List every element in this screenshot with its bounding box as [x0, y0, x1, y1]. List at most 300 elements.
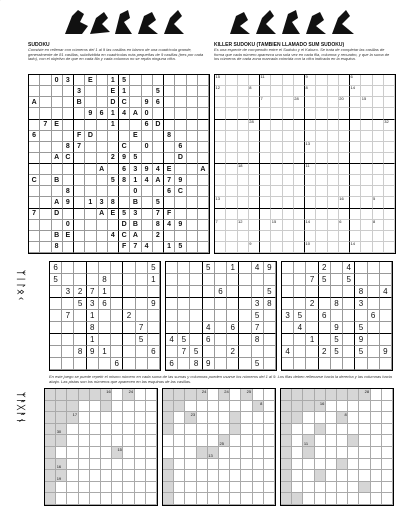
- sudoku-cell[interactable]: [85, 231, 96, 242]
- sudoku-cell[interactable]: [187, 120, 198, 131]
- killer-cell[interactable]: [350, 186, 361, 197]
- sudoku9-cell[interactable]: 6: [50, 262, 62, 274]
- kakuro-cell[interactable]: [303, 424, 314, 436]
- sudoku9-cell[interactable]: [74, 358, 86, 370]
- sudoku9-cell[interactable]: [294, 286, 306, 298]
- killer-cell[interactable]: [361, 242, 372, 253]
- killer-cell[interactable]: [283, 131, 294, 142]
- sudoku9-cell[interactable]: [178, 322, 190, 334]
- sudoku9-cell[interactable]: [380, 334, 392, 346]
- killer-cell[interactable]: [384, 142, 395, 153]
- sudoku9-cell[interactable]: 6: [215, 286, 227, 298]
- sudoku-cell[interactable]: 3: [130, 209, 141, 220]
- killer-cell[interactable]: [238, 220, 249, 231]
- kakuro-cell[interactable]: [371, 401, 382, 413]
- sudoku-cell[interactable]: [52, 97, 63, 108]
- kakuro-cell[interactable]: [303, 493, 314, 505]
- killer-cell[interactable]: [373, 75, 384, 86]
- kakuro-cell[interactable]: [135, 401, 146, 413]
- sudoku-cell[interactable]: A: [130, 231, 141, 242]
- sudoku-cell[interactable]: E: [52, 120, 63, 131]
- sudoku9-cell[interactable]: [123, 298, 135, 310]
- killer-cell[interactable]: [271, 175, 282, 186]
- sudoku-cell[interactable]: 8: [108, 197, 119, 208]
- sudoku9-cell[interactable]: [123, 334, 135, 346]
- sudoku9-cell[interactable]: [368, 322, 380, 334]
- sudoku-cell[interactable]: F: [74, 131, 85, 142]
- kakuro-cell[interactable]: [371, 424, 382, 436]
- sudoku-cell[interactable]: 9: [142, 97, 153, 108]
- sudoku9-cell[interactable]: [306, 322, 318, 334]
- sudoku-cell[interactable]: [29, 153, 40, 164]
- sudoku9-cell[interactable]: 9: [148, 298, 160, 310]
- kakuro-cell[interactable]: [264, 401, 275, 413]
- killer-cell[interactable]: [283, 242, 294, 253]
- kakuro-cell[interactable]: [146, 435, 157, 447]
- kakuro-cell[interactable]: [230, 447, 241, 459]
- kakuro-cell[interactable]: [79, 435, 90, 447]
- killer-cell[interactable]: [260, 131, 271, 142]
- killer-cell[interactable]: [328, 131, 339, 142]
- sudoku9-cell[interactable]: 2: [74, 286, 86, 298]
- sudoku9-cell[interactable]: 5: [252, 358, 264, 370]
- sudoku9-cell[interactable]: [239, 298, 251, 310]
- sudoku-cell[interactable]: [198, 220, 209, 231]
- sudoku9-cell[interactable]: [50, 334, 62, 346]
- kakuro-cell[interactable]: [90, 447, 101, 459]
- kakuro-cell[interactable]: [241, 482, 252, 494]
- kakuro-cell[interactable]: [382, 424, 393, 436]
- kakuro-cell[interactable]: [253, 389, 264, 401]
- killer-cell[interactable]: [260, 231, 271, 242]
- kakuro-cell[interactable]: [135, 482, 146, 494]
- sudoku9-cell[interactable]: 4: [294, 322, 306, 334]
- kakuro-cell[interactable]: [123, 401, 134, 413]
- sudoku-cell[interactable]: [74, 164, 85, 175]
- killer-cell[interactable]: [271, 86, 282, 97]
- kakuro-cell[interactable]: [197, 401, 208, 413]
- sudoku9-cell[interactable]: [190, 274, 202, 286]
- kakuro-cell[interactable]: [208, 459, 219, 471]
- sudoku-cell[interactable]: [63, 175, 74, 186]
- kakuro-cell[interactable]: [112, 412, 123, 424]
- sudoku9-cell[interactable]: [380, 310, 392, 322]
- sudoku9-cell[interactable]: 5: [136, 334, 148, 346]
- sudoku-cell[interactable]: [164, 75, 175, 86]
- kakuro-cell[interactable]: [241, 424, 252, 436]
- sudoku9-cell[interactable]: 5: [190, 346, 202, 358]
- sudoku9-cell[interactable]: [74, 334, 86, 346]
- sudoku-cell[interactable]: [63, 164, 74, 175]
- sudoku-cell[interactable]: [29, 75, 40, 86]
- sudoku9-cell[interactable]: [178, 262, 190, 274]
- sudoku-cell[interactable]: [97, 175, 108, 186]
- sudoku9-cell[interactable]: 6: [368, 310, 380, 322]
- sudoku-cell[interactable]: [187, 86, 198, 97]
- sudoku9-cell[interactable]: [215, 358, 227, 370]
- kakuro-cell[interactable]: [56, 447, 67, 459]
- sudoku-cell[interactable]: 9: [119, 153, 130, 164]
- killer-cell[interactable]: [294, 209, 305, 220]
- kakuro-cell[interactable]: [79, 447, 90, 459]
- sudoku9-cell[interactable]: [203, 310, 215, 322]
- sudoku9-cell[interactable]: 5: [355, 346, 367, 358]
- kakuro-cell[interactable]: [197, 389, 208, 401]
- sudoku-cell[interactable]: [85, 209, 96, 220]
- killer-cell[interactable]: [350, 242, 361, 253]
- sudoku9-cell[interactable]: [111, 346, 123, 358]
- sudoku-cell[interactable]: [29, 142, 40, 153]
- killer-cell[interactable]: [283, 120, 294, 131]
- killer-cell[interactable]: [260, 153, 271, 164]
- killer-cell[interactable]: [339, 209, 350, 220]
- kakuro-cell[interactable]: [56, 424, 67, 436]
- kakuro-grid-3[interactable]: [280, 388, 394, 506]
- killer-cell[interactable]: [294, 108, 305, 119]
- killer-cell[interactable]: [249, 164, 260, 175]
- killer-cell[interactable]: [339, 153, 350, 164]
- sudoku9-cell[interactable]: 5: [319, 274, 331, 286]
- kakuro-cell[interactable]: [337, 435, 348, 447]
- sudoku-cell[interactable]: [108, 131, 119, 142]
- sudoku-cell[interactable]: B: [130, 220, 141, 231]
- sudoku9-cell[interactable]: 8: [74, 346, 86, 358]
- killer-cell[interactable]: [238, 209, 249, 220]
- sudoku9-cell[interactable]: [74, 262, 86, 274]
- kakuro-cell[interactable]: [163, 447, 174, 459]
- killer-cell[interactable]: [328, 242, 339, 253]
- sudoku9-cell[interactable]: 1: [306, 334, 318, 346]
- sudoku9-cell[interactable]: [331, 286, 343, 298]
- sudoku-cell[interactable]: [119, 186, 130, 197]
- sudoku9-cell[interactable]: 3: [252, 298, 264, 310]
- killer-cell[interactable]: [238, 108, 249, 119]
- killer-cell[interactable]: [384, 186, 395, 197]
- sudoku-cell[interactable]: [74, 242, 85, 253]
- killer-cell[interactable]: [238, 142, 249, 153]
- sudoku9-cell[interactable]: [380, 298, 392, 310]
- kakuro-cell[interactable]: [253, 435, 264, 447]
- killer-cell[interactable]: [328, 164, 339, 175]
- killer-cell[interactable]: [260, 197, 271, 208]
- kakuro-cell[interactable]: [264, 459, 275, 471]
- killer-cell[interactable]: [305, 242, 316, 253]
- kakuro-cell[interactable]: [90, 412, 101, 424]
- kakuro-cell[interactable]: [101, 470, 112, 482]
- killer-cell[interactable]: [271, 142, 282, 153]
- killer-cell[interactable]: [294, 120, 305, 131]
- killer-cell[interactable]: [238, 231, 249, 242]
- killer-cell[interactable]: [350, 120, 361, 131]
- kakuro-cell[interactable]: [382, 459, 393, 471]
- killer-cell[interactable]: [350, 86, 361, 97]
- kakuro-cell[interactable]: [135, 447, 146, 459]
- killer-cell[interactable]: [215, 108, 226, 119]
- kakuro-cell[interactable]: [174, 435, 185, 447]
- sudoku9-cell[interactable]: [111, 298, 123, 310]
- sudoku9-cell[interactable]: [252, 346, 264, 358]
- sudoku9-cell[interactable]: [294, 334, 306, 346]
- kakuro-cell[interactable]: [67, 493, 78, 505]
- sudoku-cell[interactable]: [29, 86, 40, 97]
- killer-cell[interactable]: [316, 209, 327, 220]
- killer-cell[interactable]: [283, 231, 294, 242]
- sudoku9-cell[interactable]: 9: [355, 334, 367, 346]
- killer-cell[interactable]: [328, 75, 339, 86]
- kakuro-cell[interactable]: [292, 459, 303, 471]
- killer-cell[interactable]: [373, 164, 384, 175]
- sudoku-cell[interactable]: [97, 231, 108, 242]
- sudoku9-cell[interactable]: 8: [264, 298, 276, 310]
- sudoku9-cell[interactable]: [319, 298, 331, 310]
- killer-cell[interactable]: [361, 164, 372, 175]
- sudoku-cell[interactable]: [153, 75, 164, 86]
- sudoku-cell[interactable]: [40, 86, 51, 97]
- killer-cell[interactable]: [316, 220, 327, 231]
- killer-cell[interactable]: [350, 131, 361, 142]
- sudoku-cell[interactable]: 8: [164, 131, 175, 142]
- kakuro-cell[interactable]: [67, 459, 78, 471]
- killer-cell[interactable]: [316, 175, 327, 186]
- sudoku9-cell[interactable]: 6: [111, 358, 123, 370]
- sudoku-cell[interactable]: 1: [108, 75, 119, 86]
- kakuro-cell[interactable]: [264, 424, 275, 436]
- sudoku9-cell[interactable]: [368, 286, 380, 298]
- sudoku-cell[interactable]: [198, 209, 209, 220]
- sudoku-cell[interactable]: A: [130, 108, 141, 119]
- sudoku9-cell[interactable]: 6: [203, 334, 215, 346]
- sudoku9-cell[interactable]: [136, 286, 148, 298]
- sudoku-cell[interactable]: [164, 120, 175, 131]
- kakuro-cell[interactable]: [174, 459, 185, 471]
- kakuro-cell[interactable]: [382, 447, 393, 459]
- sudoku-cell[interactable]: [40, 231, 51, 242]
- kakuro-cell[interactable]: [219, 389, 230, 401]
- sudoku9-cell[interactable]: [87, 358, 99, 370]
- kakuro-cell[interactable]: [241, 412, 252, 424]
- killer-cell[interactable]: [249, 186, 260, 197]
- killer-cell[interactable]: [260, 242, 271, 253]
- sudoku9-cell[interactable]: [239, 262, 251, 274]
- kakuro-cell[interactable]: [101, 435, 112, 447]
- kakuro-cell[interactable]: [197, 470, 208, 482]
- sudoku9-cell[interactable]: [123, 322, 135, 334]
- sudoku-cell[interactable]: [40, 209, 51, 220]
- sudoku9-cell[interactable]: 8: [190, 358, 202, 370]
- killer-cell[interactable]: [305, 142, 316, 153]
- sudoku9-cell[interactable]: [62, 298, 74, 310]
- kakuro-cell[interactable]: [337, 401, 348, 413]
- sudoku-cell[interactable]: D: [153, 120, 164, 131]
- sudoku-cell[interactable]: 9: [85, 108, 96, 119]
- kakuro-cell[interactable]: [219, 493, 230, 505]
- kakuro-cell[interactable]: [230, 482, 241, 494]
- kakuro-cell[interactable]: [315, 401, 326, 413]
- killer-cell[interactable]: [226, 86, 237, 97]
- kakuro-cell[interactable]: [315, 447, 326, 459]
- sudoku-cell[interactable]: [164, 197, 175, 208]
- killer-cell[interactable]: [328, 153, 339, 164]
- kakuro-cell[interactable]: [230, 401, 241, 413]
- killer-cell[interactable]: [316, 97, 327, 108]
- sudoku9-cell[interactable]: [319, 334, 331, 346]
- sudoku-cell[interactable]: [187, 164, 198, 175]
- sudoku-cell[interactable]: 5: [130, 153, 141, 164]
- sudoku9-cell[interactable]: [166, 310, 178, 322]
- sudoku9-cell[interactable]: 8: [355, 286, 367, 298]
- kakuro-cell[interactable]: [90, 493, 101, 505]
- sudoku-cell[interactable]: 3: [130, 164, 141, 175]
- sudoku9-cell[interactable]: [136, 262, 148, 274]
- sudoku-cell[interactable]: [130, 120, 141, 131]
- sudoku9-cell[interactable]: [252, 274, 264, 286]
- sudoku-cell[interactable]: [130, 86, 141, 97]
- sudoku9-cell[interactable]: [264, 322, 276, 334]
- killer-cell[interactable]: [283, 164, 294, 175]
- kakuro-cell[interactable]: [123, 424, 134, 436]
- kakuro-cell[interactable]: [135, 470, 146, 482]
- sudoku-cell[interactable]: [175, 164, 186, 175]
- sudoku9-cell[interactable]: 5: [331, 334, 343, 346]
- killer-cell[interactable]: [238, 75, 249, 86]
- kakuro-cell[interactable]: [79, 412, 90, 424]
- killer-cell[interactable]: [271, 131, 282, 142]
- killer-cell[interactable]: [226, 220, 237, 231]
- sudoku9-cell[interactable]: 1: [99, 346, 111, 358]
- sudoku-cell[interactable]: 7: [40, 120, 51, 131]
- sudoku-cell[interactable]: 6: [142, 120, 153, 131]
- killer-cell[interactable]: [294, 131, 305, 142]
- kakuro-cell[interactable]: [371, 493, 382, 505]
- killer-cell[interactable]: [238, 85, 252, 97]
- killer-cell[interactable]: [226, 175, 237, 186]
- killer-cell[interactable]: [361, 175, 372, 186]
- kakuro-cell[interactable]: [359, 493, 370, 505]
- killer-cell[interactable]: [328, 197, 339, 208]
- kakuro-cell[interactable]: [208, 424, 219, 436]
- sudoku-9-grid-3[interactable]: [281, 261, 393, 371]
- sudoku9-cell[interactable]: [343, 310, 355, 322]
- sudoku-cell[interactable]: B: [52, 231, 63, 242]
- killer-cell[interactable]: [361, 75, 372, 86]
- sudoku9-cell[interactable]: 2: [319, 262, 331, 274]
- kakuro-cell[interactable]: [337, 424, 348, 436]
- kakuro-cell[interactable]: [79, 482, 90, 494]
- sudoku9-cell[interactable]: [148, 310, 160, 322]
- kakuro-cell[interactable]: [79, 401, 90, 413]
- killer-cell[interactable]: [226, 75, 237, 86]
- sudoku-cell[interactable]: E: [85, 75, 96, 86]
- kakuro-cell[interactable]: [135, 389, 146, 401]
- killer-cell[interactable]: [384, 75, 395, 86]
- kakuro-cell[interactable]: [101, 482, 112, 494]
- killer-cell[interactable]: [249, 209, 260, 220]
- killer-cell[interactable]: [350, 209, 361, 220]
- killer-cell[interactable]: [305, 86, 316, 97]
- sudoku9-cell[interactable]: [294, 274, 306, 286]
- sudoku-cell[interactable]: [85, 186, 96, 197]
- killer-cell[interactable]: [215, 153, 226, 164]
- kakuro-cell[interactable]: [208, 412, 219, 424]
- kakuro-cell[interactable]: [348, 412, 359, 424]
- killer-cell[interactable]: [361, 97, 372, 108]
- kakuro-cell[interactable]: [101, 424, 112, 436]
- sudoku-cell[interactable]: A: [52, 197, 63, 208]
- kakuro-cell[interactable]: [146, 447, 157, 459]
- killer-cell[interactable]: [373, 209, 384, 220]
- killer-sudoku-grid[interactable]: [214, 74, 396, 254]
- sudoku-cell[interactable]: [153, 186, 164, 197]
- killer-cell[interactable]: [316, 197, 327, 208]
- killer-cell[interactable]: [215, 97, 226, 108]
- kakuro-cell[interactable]: [146, 424, 157, 436]
- kakuro-cell[interactable]: [208, 435, 219, 447]
- sudoku-cell[interactable]: [187, 75, 198, 86]
- sudoku9-cell[interactable]: [190, 262, 202, 274]
- killer-cell[interactable]: [283, 175, 294, 186]
- sudoku9-cell[interactable]: [380, 358, 392, 370]
- kakuro-cell[interactable]: [348, 401, 359, 413]
- kakuro-cell[interactable]: [208, 470, 219, 482]
- sudoku-cell[interactable]: D: [175, 153, 186, 164]
- killer-cell[interactable]: [328, 97, 339, 108]
- sudoku-cell[interactable]: [142, 220, 153, 231]
- sudoku-cell[interactable]: [108, 220, 119, 231]
- kakuro-cell[interactable]: [382, 401, 393, 413]
- kakuro-cell[interactable]: [326, 470, 337, 482]
- sudoku-cell[interactable]: [175, 120, 186, 131]
- kakuro-cell[interactable]: [219, 412, 230, 424]
- sudoku9-cell[interactable]: [264, 346, 276, 358]
- sudoku-cell[interactable]: [97, 131, 108, 142]
- kakuro-cell[interactable]: [112, 470, 123, 482]
- killer-cell[interactable]: [350, 220, 361, 231]
- sudoku9-cell[interactable]: 5: [264, 286, 276, 298]
- sudoku-cell[interactable]: 1: [119, 86, 130, 97]
- sudoku9-cell[interactable]: [111, 286, 123, 298]
- kakuro-cell[interactable]: [371, 447, 382, 459]
- sudoku-cell[interactable]: [130, 142, 141, 153]
- killer-cell[interactable]: [249, 108, 260, 119]
- killer-cell[interactable]: [305, 209, 316, 220]
- killer-cell[interactable]: [384, 197, 395, 208]
- sudoku9-cell[interactable]: [99, 322, 111, 334]
- sudoku9-cell[interactable]: [331, 310, 343, 322]
- sudoku-cell[interactable]: [142, 131, 153, 142]
- killer-cell[interactable]: [271, 97, 282, 108]
- sudoku-cell[interactable]: D: [108, 97, 119, 108]
- sudoku-cell[interactable]: [74, 75, 85, 86]
- killer-cell[interactable]: [384, 209, 395, 220]
- sudoku9-cell[interactable]: [166, 298, 178, 310]
- kakuro-cell[interactable]: [101, 459, 112, 471]
- sudoku-cell[interactable]: [164, 142, 175, 153]
- killer-cell[interactable]: [328, 108, 339, 119]
- kakuro-cell[interactable]: [315, 493, 326, 505]
- killer-cell[interactable]: [249, 142, 260, 153]
- sudoku-cell[interactable]: [108, 142, 119, 153]
- sudoku-cell[interactable]: B: [52, 175, 63, 186]
- killer-cell[interactable]: [226, 197, 237, 208]
- sudoku-cell[interactable]: [29, 220, 40, 231]
- kakuro-cell[interactable]: [326, 447, 337, 459]
- kakuro-cell[interactable]: [241, 435, 252, 447]
- killer-cell[interactable]: [260, 186, 271, 197]
- killer-cell[interactable]: [316, 186, 327, 197]
- kakuro-cell[interactable]: [101, 412, 112, 424]
- killer-cell[interactable]: [271, 209, 282, 220]
- sudoku9-cell[interactable]: [203, 298, 215, 310]
